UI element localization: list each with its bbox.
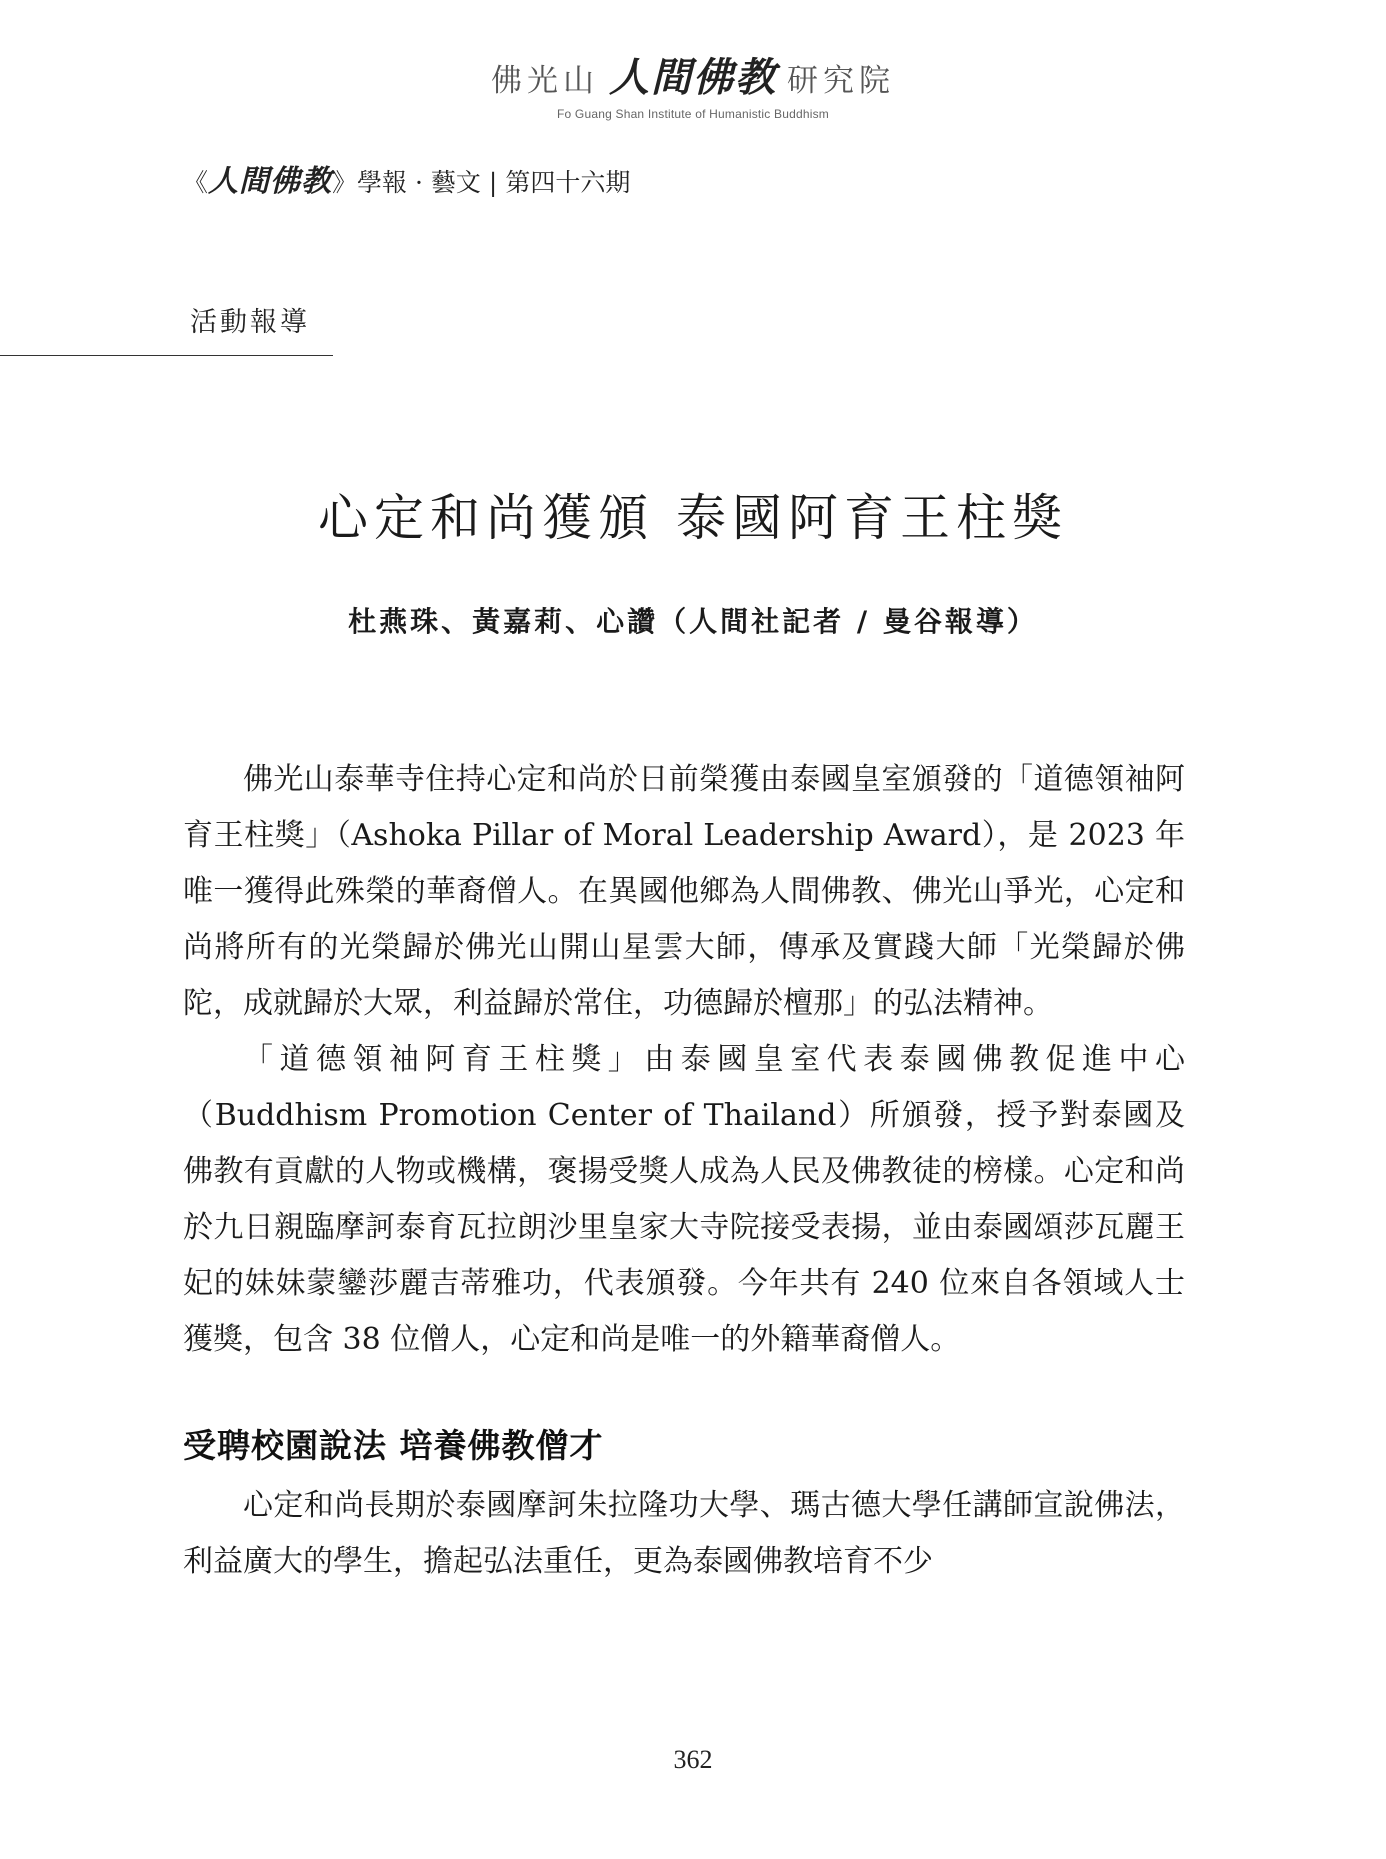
section-divider [0,355,333,356]
body-paragraph: 心定和尚長期於泰國摩訶朱拉隆功大學、瑪古德大學任講師宣說佛法，利益廣大的學生，擔起弘法重任，更為泰國佛教培育不少 [183,1488,1185,1579]
section-subheading: 受聘校園說法 培養佛教僧才 [183,1426,604,1465]
institute-suffix: 研究院 [787,63,895,99]
journal-title [183,164,630,201]
page-number: 362 [673,1745,713,1774]
institute-english-name: Fo Guang Shan Institute of Humanistic Buddhism [556,107,829,121]
journal-issue: 第四十六期 [505,168,631,197]
journal-close-bracket: 》 [332,168,358,197]
journal-separator: | [488,168,498,197]
journal-brand: 人間佛教 [208,164,333,199]
body-paragraph: 「道德領袖阿育王柱獎」由泰國皇室代表泰國佛教促進中心（Buddhism Promotion Center of Thailand）所頒發，授予對泰國及佛教有貢獻的人物或機構，褒揚受獎人成為人民及佛教徒的榜樣。心定和尚於九日親臨摩訶泰育瓦拉朗沙里皇家大寺院接受表揚，並由泰國頌莎瓦麗王妃的妹妹蒙鑾莎麗吉蒂雅功，代表頒發。今年共有 240 位來自各領域人士獲獎，包含 38 位僧人，心定和尚是唯一的外籍華裔僧人。 [183,1042,1185,1357]
journal-name: 學報 · 藝文 [357,168,481,197]
article-body [183,752,1185,1590]
institute-name [0,55,1386,101]
section-label: 活動報導 [190,307,310,338]
institute-header [0,55,1386,121]
body-paragraph: 佛光山泰華寺住持心定和尚於日前榮獲由泰國皇室頒發的「道德領袖阿育王柱獎」（Ashoka Pillar of Moral Leadership Award），是 2023 年唯一獲得此殊榮的華裔僧人。在異國他鄉為人間佛教、佛光山爭光，心定和尚將所有的光榮歸於佛光山開山星雲大師，傳承及實踐大師「光榮歸於佛陀，成就歸於大眾，利益歸於常住，功德歸於檀那」的弘法精神。 [183,762,1185,1021]
institute-brand-logo: 人間佛教 [609,55,777,101]
article-byline: 杜燕珠、黃嘉莉、心讚（人間社記者 / 曼谷報導） [348,605,1038,638]
institute-prefix: 佛光山 [491,63,599,99]
journal-open-bracket: 《 [183,168,209,197]
article-title: 心定和尚獲頒 泰國阿育王柱獎 [318,489,1068,547]
